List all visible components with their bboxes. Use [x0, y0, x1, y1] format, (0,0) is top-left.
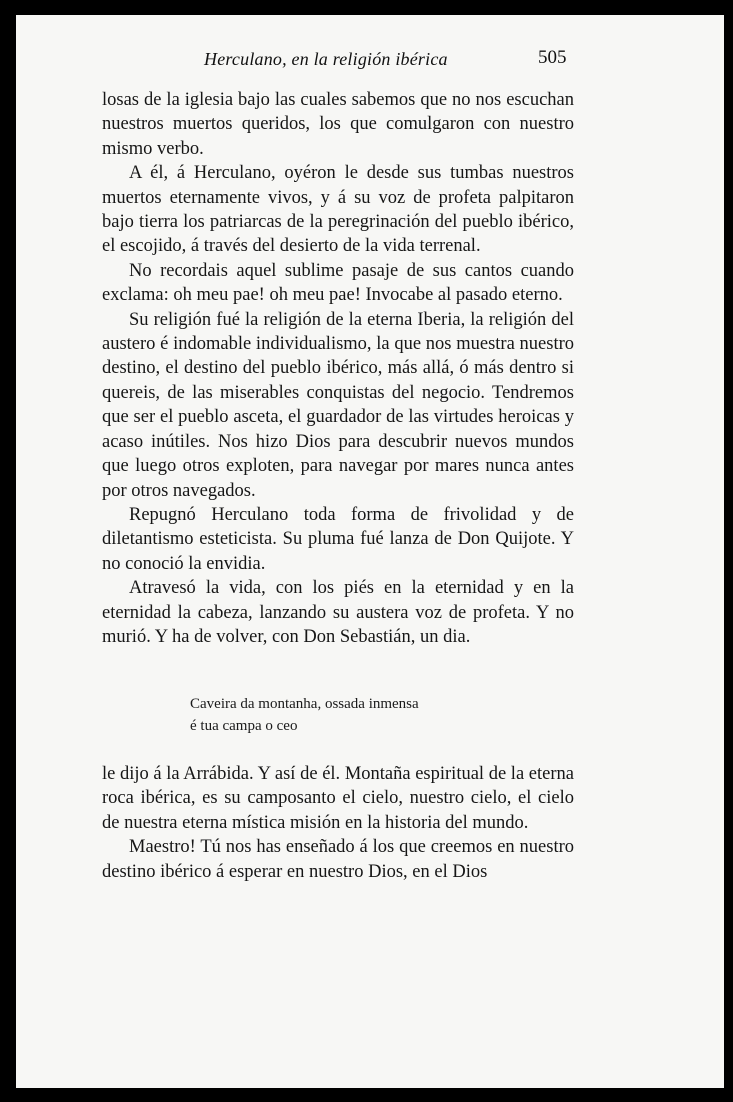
paragraph-continuation: losas de la iglesia bajo las cuales sabemos que no nos escuchan nuestros muertos queridos, los que comulgaron con nuestro mismo verbo.: [102, 90, 574, 159]
paragraph-continuation: le dijo á la Arrábida. Y así de él. Montaña espiritual de la eterna roca ibérica, es su camposanto el cielo, nuestro cielo, el cielo de nuestra eterna mística misión en la historia del mundo.: [102, 764, 574, 833]
paragraph: A él, á Herculano, oyéron le desde sus tumbas nuestros muertos eternamente vivos, y á su voz de profeta palpitaron bajo tierra los patriarcas de la peregrinación del pueblo ibérico, el escojido, á través del desierto de la vida terrenal.: [102, 163, 574, 257]
paragraph: Su religión fué la religión de la eterna Iberia, la religión del austero é indomable individualismo, la que nos muestra nuestro destino, el destino del pueblo ibérico, más allá, ó más dentro si quereis, de las miserables conquistas del negocio. Tendremos que ser el pueblo asceta, el guardador de las virtudes heroicas y acaso inútiles. Nos hizo Dios para descubrir nuevos mundos que luego otros exploten, para navegar por mares nunca antes por otros navegados.: [102, 309, 574, 501]
verse-line: é tua campa o ceo: [190, 718, 298, 734]
paragraph: Maestro! Tú nos has enseñado á los que creemos en nuestro destino ibérico á esperar en nuestro Dios, en el Dios: [102, 837, 574, 882]
body-text-after-verse: [102, 762, 574, 884]
verse-quotation: [190, 693, 419, 737]
running-header: [16, 49, 724, 75]
paragraph: No recordais aquel sublime pasaje de sus cantos cuando exclama: oh meu pae! oh meu pae! Invocabe al pasado eterno.: [102, 260, 574, 306]
paragraph: Atravesó la vida, con los piés en la eternidad y en la eternidad la cabeza, lanzando su austera voz de profeta. Y no murió. Y ha de volver, con Don Sebastián, un dia.: [102, 578, 574, 647]
book-page: [16, 15, 724, 1088]
verse-line: Caveira da montanha, ossada inmensa: [190, 696, 419, 712]
paragraph: Repugnó Herculano toda forma de frivolidad y de diletantismo esteticista. Su pluma fué lanza de Don Quijote. Y no conoció la envidia.: [102, 504, 574, 574]
body-text-before-verse: [102, 88, 574, 649]
running-title: Herculano, en la religión ibérica: [204, 49, 448, 69]
page-number: 505: [538, 47, 567, 68]
